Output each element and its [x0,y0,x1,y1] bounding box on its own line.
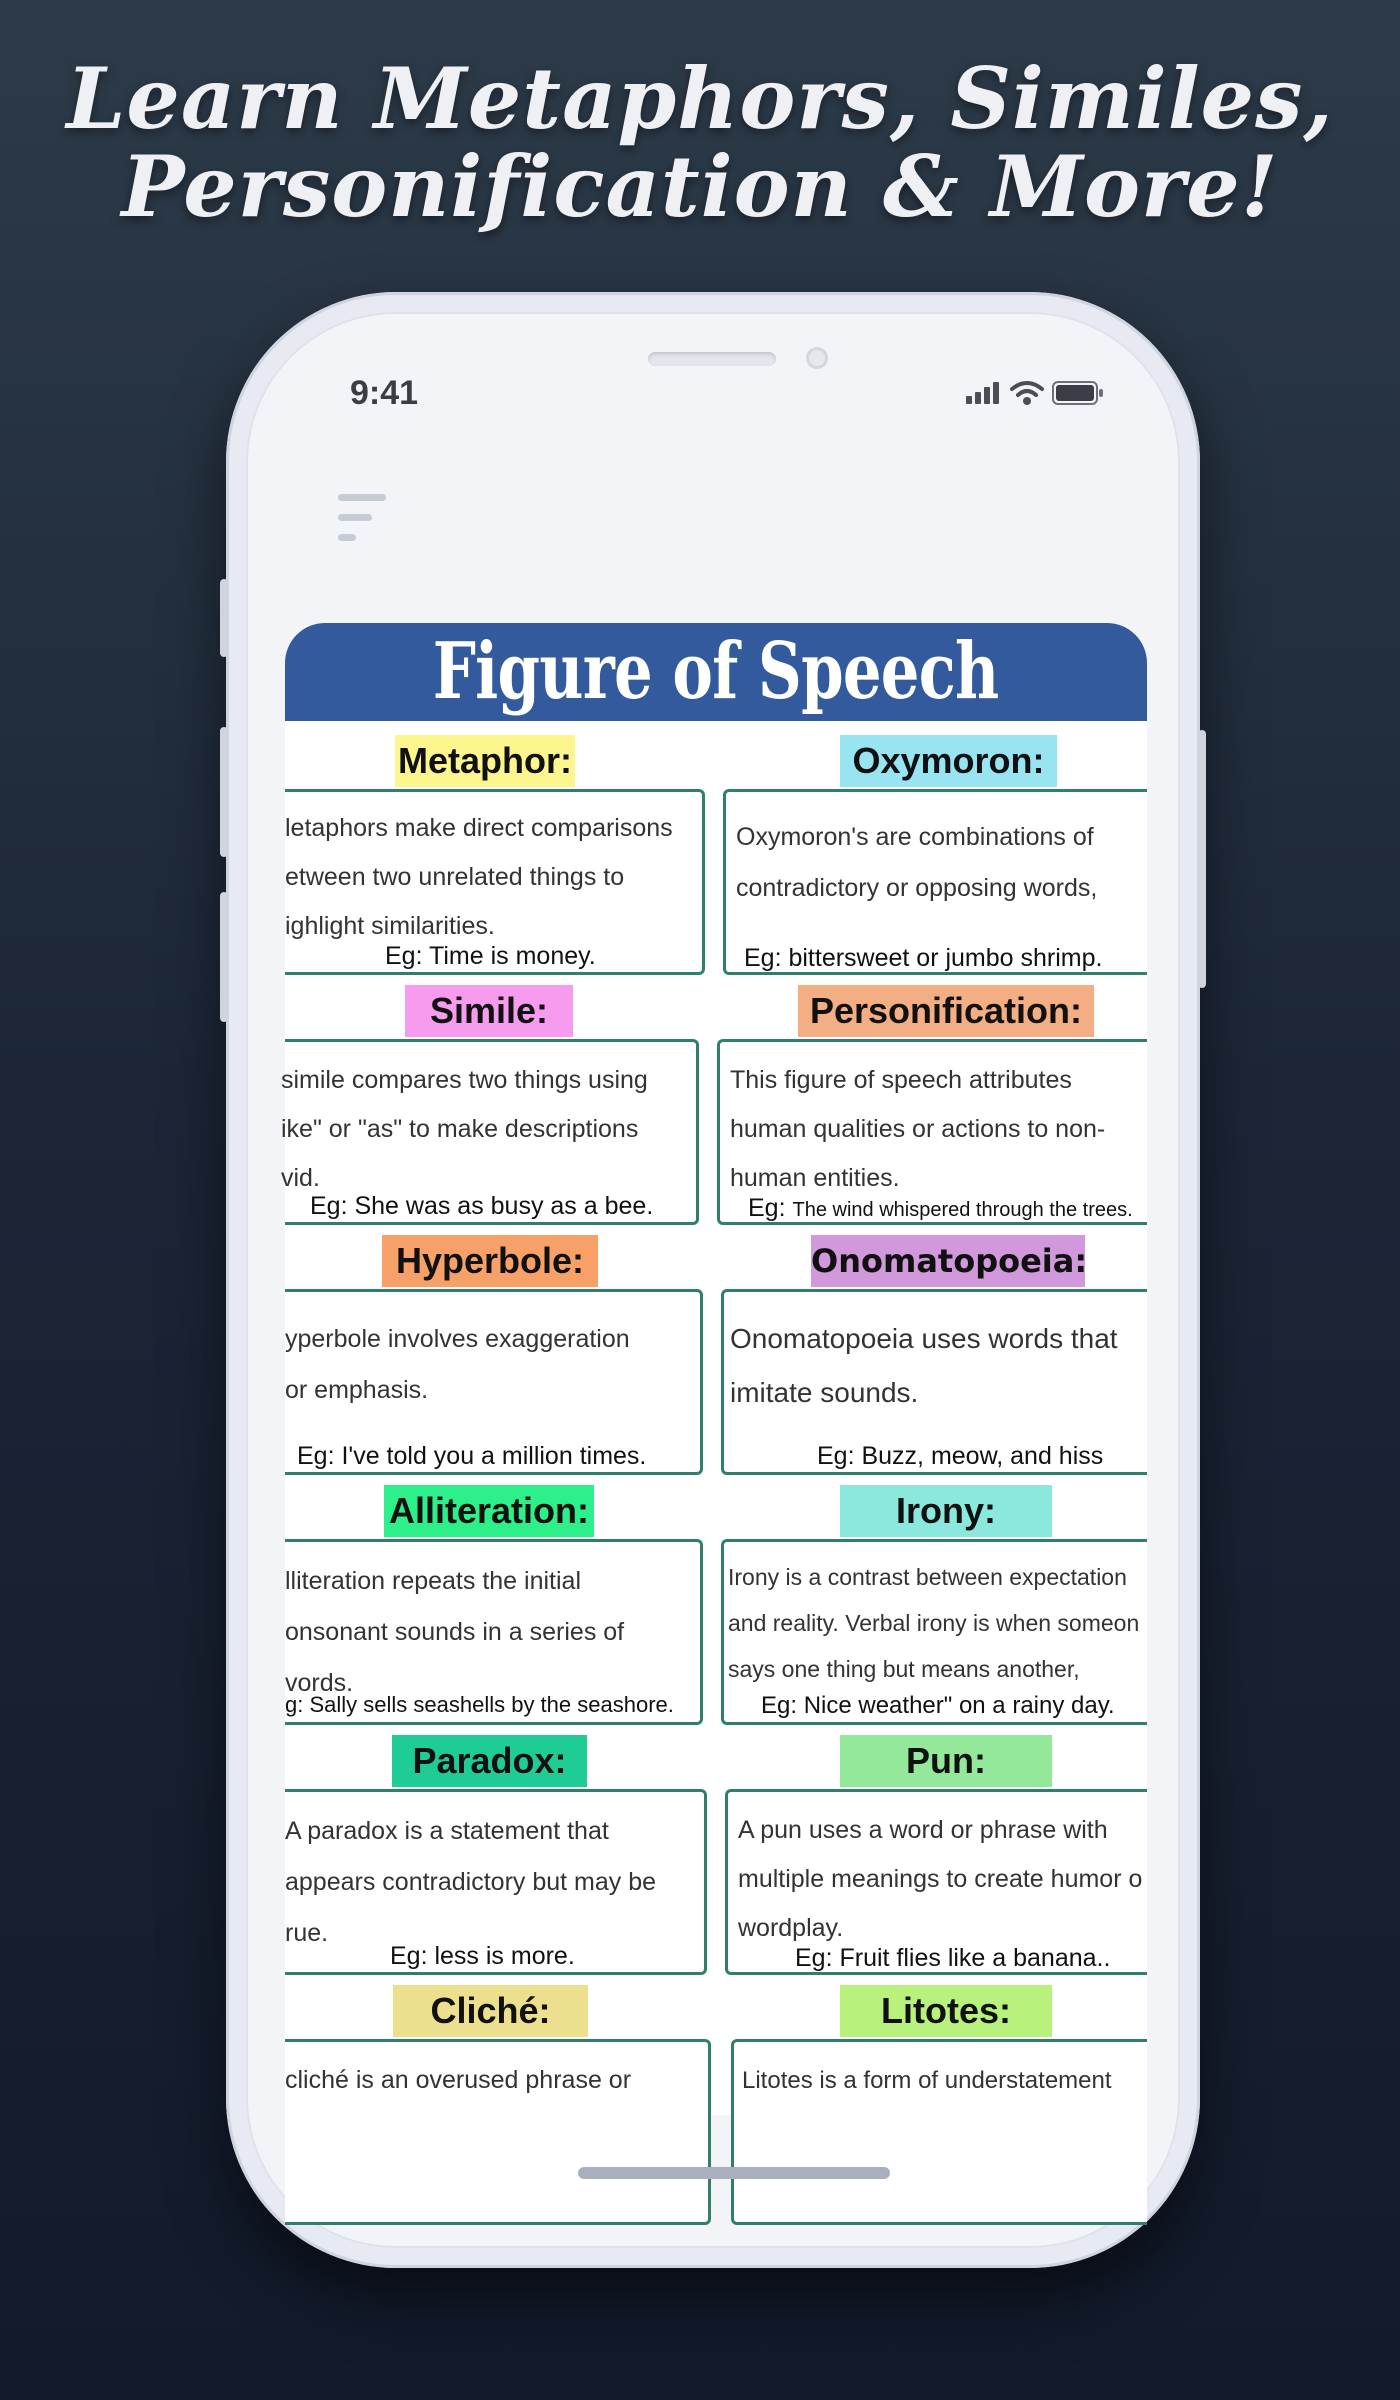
description-line: or emphasis. [285,1376,429,1404]
signal-icon [966,381,1002,409]
section-description [742,2056,1112,2105]
description-line: etween two unrelated things to [285,863,625,891]
section-label: Pun: [840,1735,1052,1787]
description-line: ike" or "as" to make descriptions [281,1115,639,1143]
section-example: Eg: Time is money. [385,942,596,970]
description-line: wordplay. [738,1914,844,1942]
description-line: A pun uses a word or phrase with [738,1816,1108,1844]
section-example: Eg: Buzz, meow, and hiss [817,1442,1104,1470]
status-icons [966,380,1104,410]
example-text: The wind whispered through the trees. [792,1199,1133,1221]
section-description [285,1806,656,1959]
description-line: human qualities or actions to non- [730,1115,1106,1143]
section-box [285,1539,703,1725]
menu-icon[interactable] [334,492,394,548]
section-box [731,2039,1147,2225]
description-line: Oxymoron's are combinations of [736,823,1094,851]
section-description [738,1806,1142,1953]
section-box [725,1789,1147,1975]
section-description [730,1312,1118,1420]
home-indicator[interactable] [578,2167,890,2179]
section-description [730,1056,1105,1203]
battery-icon [1052,380,1104,410]
section-label: Metaphor: [395,735,575,787]
mute-switch [220,579,228,657]
section-label: Onomatopoeia: [811,1235,1085,1287]
section-description [285,2056,631,2105]
headline-line-1: Learn Metaphors, Similes, [66,49,1334,148]
description-line: and reality. Verbal irony is when someon [728,1610,1140,1636]
headline [0,49,1400,236]
card-title: Figure of Speech [433,626,999,717]
section-description [736,812,1097,914]
description-line: contradictory or opposing words, [736,874,1098,902]
section-box [721,1289,1147,1475]
description-line: Onomatopoeia uses words that [730,1323,1118,1354]
speaker-grille [648,352,776,366]
section-description [728,1554,1139,1692]
section-label: Oxymoron: [840,735,1057,787]
headline-line-2: Personification & More! [121,137,1279,236]
description-line: vid. [281,1164,320,1192]
section-label: Simile: [405,985,573,1037]
front-camera [806,347,828,369]
description-line: vords. [285,1669,354,1697]
section-label: Litotes: [840,1985,1052,2037]
status-time: 9:41 [350,374,419,412]
section-description [285,804,673,951]
section-example: Eg: Fruit flies like a banana.. [795,1944,1111,1972]
description-line: cliché is an overused phrase or [285,2066,632,2094]
section-box [723,789,1147,975]
example-prefix: Eg: [748,1194,793,1222]
description-line: says one thing but means another, [728,1656,1080,1682]
description-line: rue. [285,1919,329,1947]
section-box [285,2039,711,2225]
section-example: Eg: Nice weather" on a rainy day. [761,1692,1115,1719]
description-line: onsonant sounds in a series of [285,1618,625,1646]
section-label: Alliteration: [384,1485,594,1537]
description-line: yperbole involves exaggeration [285,1325,630,1353]
section-box [285,1289,703,1475]
section-example [748,1194,1133,1223]
section-label: Personification: [798,985,1094,1037]
description-line: Irony is a contrast between expectation [728,1564,1127,1590]
power-button [1198,730,1206,988]
volume-down-button [220,892,228,1022]
phone-frame [226,292,1200,2268]
description-line: imitate sounds. [730,1377,919,1408]
section-box [717,1039,1147,1225]
card-banner [285,623,1147,721]
description-line: This figure of speech attributes [730,1066,1072,1094]
section-example: Eg: She was as busy as a bee. [310,1192,654,1220]
description-line: A paradox is a statement that [285,1817,609,1845]
section-label: Irony: [840,1485,1052,1537]
section-box [721,1539,1147,1725]
section-example: Eg: bittersweet or jumbo shrimp. [744,944,1103,972]
section-box [285,1789,707,1975]
figure-of-speech-card [281,623,1147,2115]
description-line: lliteration repeats the initial [285,1567,581,1595]
section-example: Eg: less is more. [390,1942,575,1970]
section-description [285,1314,630,1416]
volume-up-button [220,727,228,857]
section-label: Paradox: [392,1735,587,1787]
description-line: letaphors make direct comparisons [285,814,673,842]
section-label: Hyperbole: [382,1235,598,1287]
description-line: ighlight similarities. [285,912,495,940]
section-box [281,1039,699,1225]
section-description [285,1556,624,1709]
wifi-icon [1010,380,1044,410]
description-line: Litotes is a form of understatement [742,2067,1112,2094]
section-description [281,1056,648,1203]
section-box [285,789,705,975]
description-line: appears contradictory but may be [285,1868,657,1896]
section-example: g: Sally sells seashells by the seashore. [285,1692,674,1717]
section-label: Cliché: [393,1985,588,2037]
description-line: multiple meanings to create humor o [738,1865,1143,1893]
section-example: Eg: I've told you a million times. [297,1442,647,1470]
phone-screen [246,312,1180,2248]
description-line: human entities. [730,1164,900,1192]
description-line: simile compares two things using [281,1066,648,1094]
